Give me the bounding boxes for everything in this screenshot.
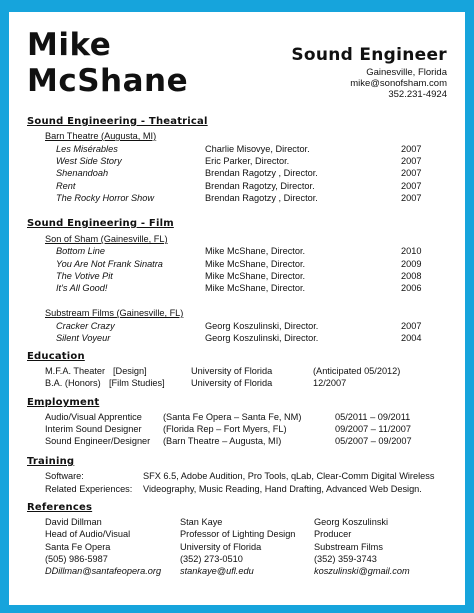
reference-org: University of Florida xyxy=(180,542,262,552)
reference-org: Santa Fe Opera xyxy=(45,542,111,552)
field: [Design] xyxy=(113,366,147,376)
employment-row xyxy=(9,423,465,435)
production-title: Rent xyxy=(56,181,76,191)
year: 2004 xyxy=(401,333,422,343)
director: Georg Koszulinski, Director. xyxy=(205,321,319,331)
credit-row xyxy=(9,332,465,344)
first-name: Mike xyxy=(27,27,112,63)
credit-row xyxy=(9,282,465,294)
dates: 09/2007 – 11/2007 xyxy=(335,424,411,434)
section-heading-theatrical: Sound Engineering - Theatrical xyxy=(27,116,208,127)
production-title: Les Misérables xyxy=(56,144,118,154)
last-name: McShane xyxy=(27,63,189,99)
credit-row xyxy=(9,155,465,167)
year: 2007 xyxy=(401,321,422,331)
production-title: Bottom Line xyxy=(56,246,106,256)
director: Georg Koszulinski, Director. xyxy=(205,333,319,343)
dates: 05/2007 – 09/2007 xyxy=(335,436,412,446)
reference-name: David Dillman xyxy=(45,517,102,527)
role: Audio/Visual Apprentice xyxy=(45,412,142,422)
dates: 05/2011 – 09/2011 xyxy=(335,412,411,422)
production-title: Shenandoah xyxy=(56,168,109,178)
venue-label: Substream Films (Gainesville, FL) xyxy=(45,308,184,318)
year: 2007 xyxy=(401,144,422,154)
employment-row xyxy=(9,435,465,447)
reference-name: Georg Koszulinski xyxy=(314,517,389,527)
place: (Santa Fe Opera – Santa Fe, NM) xyxy=(163,412,302,422)
email: mike@sonofsham.com xyxy=(350,78,447,89)
school: University of Florida xyxy=(191,366,273,376)
school: University of Florida xyxy=(191,378,273,388)
director: Mike McShane, Director. xyxy=(205,259,306,269)
education-row xyxy=(9,377,465,389)
date: (Anticipated 05/2012) xyxy=(313,366,401,376)
training-label: Software: xyxy=(45,471,84,481)
director: Brendan Ragotzy , Director. xyxy=(205,168,318,178)
reference-phone: (505) 986-5987 xyxy=(45,554,108,564)
reference-role: Professor of Lighting Design xyxy=(180,529,296,539)
degree: M.F.A. Theater xyxy=(45,366,106,376)
credit-row xyxy=(9,143,465,155)
role: Interim Sound Designer xyxy=(45,424,142,434)
director: Mike McShane, Director. xyxy=(205,271,306,281)
director: Mike McShane, Director. xyxy=(205,246,306,256)
reference-email[interactable]: stankaye@ufl.edu xyxy=(180,566,254,576)
production-title: Silent Voyeur xyxy=(56,333,111,343)
production-title: Cracker Crazy xyxy=(56,321,115,331)
venue-label: Barn Theatre (Augusta, MI) xyxy=(45,131,157,141)
resume-page xyxy=(9,12,465,605)
reference-name: Stan Kaye xyxy=(180,517,223,527)
phone: 352.231-4924 xyxy=(388,89,447,100)
place: (Barn Theatre – Augusta, MI) xyxy=(163,436,282,446)
year: 2007 xyxy=(401,193,422,203)
credit-row xyxy=(9,245,465,257)
reference-phone: (352) 359-3743 xyxy=(314,554,377,564)
director: Charlie Misovye, Director. xyxy=(205,144,310,154)
job-title: Sound Engineer xyxy=(291,45,447,65)
reference-email[interactable]: DDillman@santafeopera.org xyxy=(45,566,162,576)
date: 12/2007 xyxy=(313,378,347,388)
production-title: The Votive Pit xyxy=(56,271,113,281)
year: 2010 xyxy=(401,246,422,256)
section-heading-education: Education xyxy=(27,351,85,362)
reference-org: Substream Films xyxy=(314,542,383,552)
year: 2007 xyxy=(401,181,422,191)
degree: B.A. (Honors) xyxy=(45,378,101,388)
employment-row xyxy=(9,411,465,423)
director: Brendan Ragotzy, Director. xyxy=(205,181,315,191)
reference-role: Head of Audio/Visual xyxy=(45,529,131,539)
production-title: The Rocky Horror Show xyxy=(56,193,155,203)
training-row xyxy=(9,470,465,482)
field: [Film Studies] xyxy=(109,378,165,388)
credit-row xyxy=(9,270,465,282)
credit-row xyxy=(9,192,465,204)
venue-label: Son of Sham (Gainesville, FL) xyxy=(45,234,168,244)
reference-role: Producer xyxy=(314,529,352,539)
section-heading-film: Sound Engineering - Film xyxy=(27,218,174,229)
location: Gainesville, Florida xyxy=(366,67,447,78)
credit-row xyxy=(9,320,465,332)
place: (Florida Rep – Fort Myers, FL) xyxy=(163,424,287,434)
credit-row xyxy=(9,180,465,192)
reference-phone: (352) 273-0510 xyxy=(180,554,243,564)
year: 2007 xyxy=(401,168,422,178)
role: Sound Engineer/Designer xyxy=(45,436,151,446)
year: 2008 xyxy=(401,271,422,281)
reference-email[interactable]: koszulinski@gmail.com xyxy=(314,566,410,576)
production-title: West Side Story xyxy=(56,156,122,166)
section-heading-references: References xyxy=(27,502,93,513)
section-heading-training: Training xyxy=(27,456,75,467)
credit-row xyxy=(9,258,465,270)
year: 2009 xyxy=(401,259,422,269)
section-heading-employment: Employment xyxy=(27,397,100,408)
training-value: Videography, Music Reading, Hand Drafting, Advanced Web Design. xyxy=(143,484,422,494)
production-title: It's All Good! xyxy=(56,283,108,293)
training-value: SFX 6.5, Adobe Audition, Pro Tools, qLab, Clear-Comm Digital Wireless xyxy=(143,471,435,481)
year: 2007 xyxy=(401,156,422,166)
director: Brendan Ragotzy , Director. xyxy=(205,193,318,203)
credit-row xyxy=(9,167,465,179)
year: 2006 xyxy=(401,283,422,293)
production-title: You Are Not Frank Sinatra xyxy=(56,259,163,269)
director: Eric Parker, Director. xyxy=(205,156,290,166)
director: Mike McShane, Director. xyxy=(205,283,306,293)
training-row xyxy=(9,483,465,495)
education-row xyxy=(9,365,465,377)
training-label: Related Experiences: xyxy=(45,484,133,494)
